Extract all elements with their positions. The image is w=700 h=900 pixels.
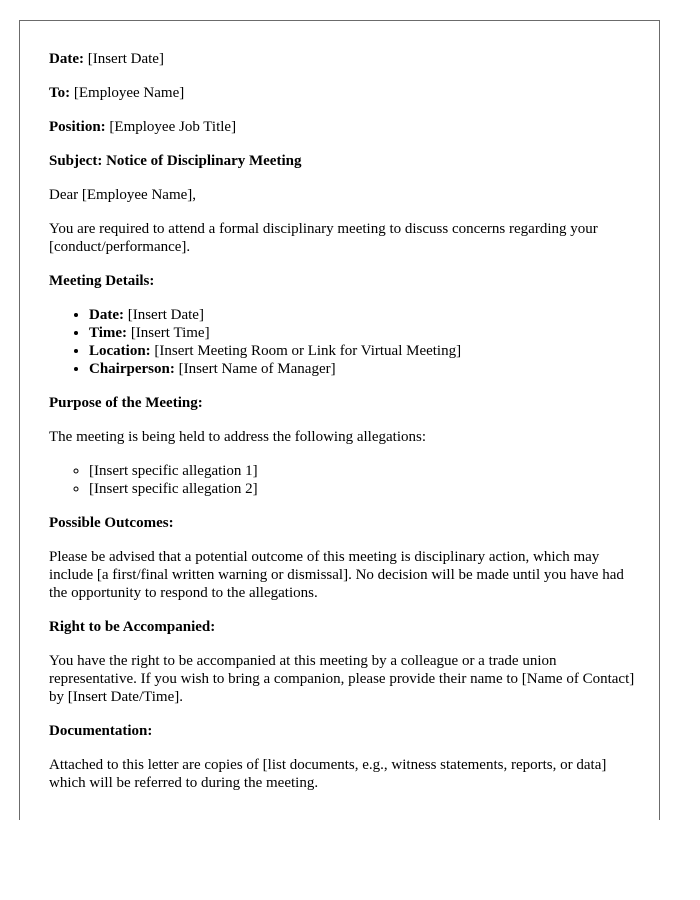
detail-value: [Insert Name of Manager] <box>174 361 336 377</box>
to-line <box>49 84 639 102</box>
date-line <box>49 50 639 68</box>
purpose-paragraph: The meeting is being held to address the following allegations: <box>49 429 426 445</box>
letter-page <box>19 20 660 820</box>
subject-line <box>49 152 639 170</box>
accompanied-heading-text: Right to be Accompanied: <box>49 619 216 635</box>
meeting-details-list <box>49 306 639 378</box>
subject-text: Subject: Notice of Disciplinary Meeting <box>49 153 302 169</box>
documentation-paragraph: Attached to this letter are copies of [list documents, e.g., witness statements, reports, or data] which will be referred to during the meeting. <box>49 757 607 791</box>
date-value: [Insert Date] <box>83 51 164 67</box>
meeting-detail-date <box>89 306 639 324</box>
meeting-detail-location <box>89 342 639 360</box>
detail-value: [Insert Time] <box>127 325 210 341</box>
to-label: To: <box>49 85 71 101</box>
salutation: Dear [Employee Name], <box>49 187 197 203</box>
documentation-heading <box>49 722 639 740</box>
meeting-detail-chairperson <box>89 360 639 378</box>
purpose-heading-text: Purpose of the Meeting: <box>49 395 203 411</box>
position-value: [Employee Job Title] <box>105 119 237 135</box>
accompanied-heading <box>49 618 639 636</box>
outcomes-heading <box>49 514 639 532</box>
meeting-details-heading <box>49 272 639 290</box>
detail-label: Time: <box>89 325 128 341</box>
outcomes-heading-text: Possible Outcomes: <box>49 515 174 531</box>
documentation-heading-text: Documentation: <box>49 723 153 739</box>
meeting-details-heading-text: Meeting Details: <box>49 273 155 289</box>
to-value: [Employee Name] <box>70 85 185 101</box>
detail-value: [Insert Meeting Room or Link for Virtual Meeting] <box>150 343 462 359</box>
allegations-list <box>49 462 639 498</box>
letter-content <box>49 50 639 808</box>
allegation-item: ◦ [Insert specific allegation 1] <box>89 462 639 480</box>
detail-label: Chairperson: <box>89 361 175 377</box>
intro-paragraph: You are required to attend a formal disciplinary meeting to discuss concerns regarding your [conduct/performance]. <box>49 221 598 255</box>
date-label: Date: <box>49 51 84 67</box>
position-line <box>49 118 639 136</box>
position-label: Position: <box>49 119 106 135</box>
detail-label: Location: <box>89 343 151 359</box>
outcomes-paragraph: Please be advised that a potential outcome of this meeting is disciplinary action, which may include [a first/final written warning or dismissal]. No decision will be made until you have had the opportunity to respond to the allegations. <box>49 549 624 601</box>
detail-label: Date: <box>89 307 124 323</box>
allegation-item: ◦ [Insert specific allegation 2] <box>89 480 639 498</box>
meeting-detail-time <box>89 324 639 342</box>
detail-value: [Insert Date] <box>123 307 204 323</box>
accompanied-paragraph: You have the right to be accompanied at this meeting by a colleague or a trade union representative. If you wish to bring a companion, please provide their name to [Name of Contact] by [Insert Date/Time]. <box>49 653 635 705</box>
purpose-heading <box>49 394 639 412</box>
